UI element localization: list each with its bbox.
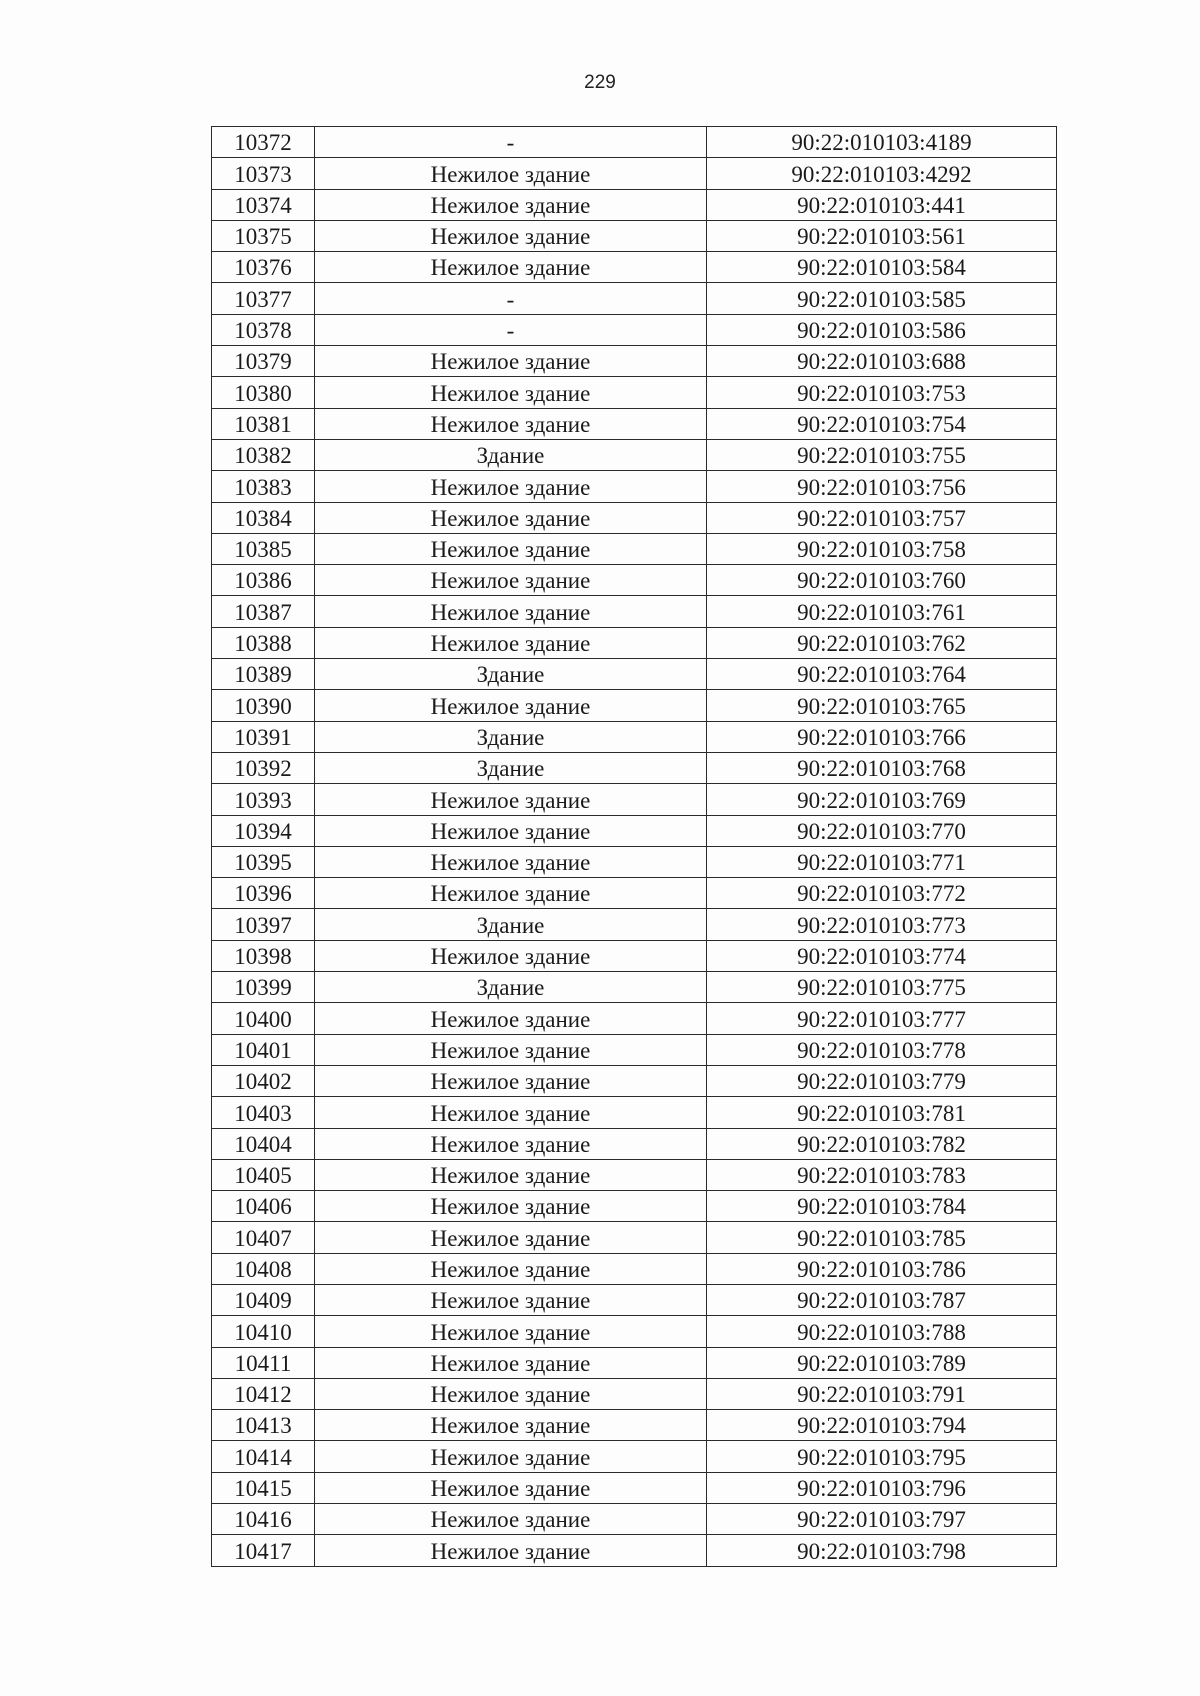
cadastral-number-cell: 90:22:010103:777 bbox=[707, 1003, 1057, 1034]
object-name-cell: Нежилое здание bbox=[315, 565, 707, 596]
object-name-cell: Нежилое здание bbox=[315, 1128, 707, 1159]
table-row bbox=[212, 1191, 1057, 1222]
row-number-cell: 10398 bbox=[212, 940, 315, 971]
row-number-cell: 10389 bbox=[212, 659, 315, 690]
object-name-cell: Нежилое здание bbox=[315, 846, 707, 877]
cadastral-number-cell: 90:22:010103:754 bbox=[707, 408, 1057, 439]
property-table bbox=[211, 126, 1057, 1567]
row-number-cell: 10384 bbox=[212, 502, 315, 533]
object-name-cell: Нежилое здание bbox=[315, 377, 707, 408]
cadastral-number-cell: 90:22:010103:774 bbox=[707, 940, 1057, 971]
object-name-cell: Нежилое здание bbox=[315, 596, 707, 627]
row-number-cell: 10408 bbox=[212, 1253, 315, 1284]
object-name-cell: Нежилое здание bbox=[315, 158, 707, 189]
row-number-cell: 10403 bbox=[212, 1097, 315, 1128]
object-name-cell: Нежилое здание bbox=[315, 1441, 707, 1472]
table-row bbox=[212, 377, 1057, 408]
cadastral-number-cell: 90:22:010103:561 bbox=[707, 220, 1057, 251]
object-name-cell: Здание bbox=[315, 909, 707, 940]
table-row bbox=[212, 690, 1057, 721]
cadastral-number-cell: 90:22:010103:584 bbox=[707, 252, 1057, 283]
table-row bbox=[212, 471, 1057, 502]
object-name-cell: Нежилое здание bbox=[315, 1284, 707, 1315]
cadastral-number-cell: 90:22:010103:756 bbox=[707, 471, 1057, 502]
cadastral-number-cell: 90:22:010103:794 bbox=[707, 1410, 1057, 1441]
cadastral-number-cell: 90:22:010103:760 bbox=[707, 565, 1057, 596]
cadastral-number-cell: 90:22:010103:775 bbox=[707, 972, 1057, 1003]
row-number-cell: 10387 bbox=[212, 596, 315, 627]
row-number-cell: 10376 bbox=[212, 252, 315, 283]
table-body bbox=[212, 127, 1057, 1567]
object-name-cell: Нежилое здание bbox=[315, 1097, 707, 1128]
row-number-cell: 10377 bbox=[212, 283, 315, 314]
object-name-cell: Нежилое здание bbox=[315, 1003, 707, 1034]
cadastral-number-cell: 90:22:010103:773 bbox=[707, 909, 1057, 940]
row-number-cell: 10414 bbox=[212, 1441, 315, 1472]
table-row bbox=[212, 1253, 1057, 1284]
object-name-cell: Нежилое здание bbox=[315, 1253, 707, 1284]
row-number-cell: 10385 bbox=[212, 533, 315, 564]
table-row bbox=[212, 878, 1057, 909]
object-name-cell: Нежилое здание bbox=[315, 1034, 707, 1065]
row-number-cell: 10395 bbox=[212, 846, 315, 877]
row-number-cell: 10396 bbox=[212, 878, 315, 909]
object-name-cell: Нежилое здание bbox=[315, 1378, 707, 1409]
table-row bbox=[212, 721, 1057, 752]
row-number-cell: 10380 bbox=[212, 377, 315, 408]
cadastral-number-cell: 90:22:010103:758 bbox=[707, 533, 1057, 564]
object-name-cell: Нежилое здание bbox=[315, 1159, 707, 1190]
cadastral-number-cell: 90:22:010103:796 bbox=[707, 1472, 1057, 1503]
table-row bbox=[212, 627, 1057, 658]
object-name-cell: Нежилое здание bbox=[315, 627, 707, 658]
table-row bbox=[212, 596, 1057, 627]
row-number-cell: 10417 bbox=[212, 1535, 315, 1566]
row-number-cell: 10411 bbox=[212, 1347, 315, 1378]
object-name-cell: - bbox=[315, 283, 707, 314]
table-row bbox=[212, 408, 1057, 439]
object-name-cell: Нежилое здание bbox=[315, 408, 707, 439]
table-row bbox=[212, 346, 1057, 377]
cadastral-number-cell: 90:22:010103:441 bbox=[707, 189, 1057, 220]
table-row bbox=[212, 909, 1057, 940]
table-row bbox=[212, 752, 1057, 783]
table-row bbox=[212, 158, 1057, 189]
table-row bbox=[212, 1097, 1057, 1128]
row-number-cell: 10397 bbox=[212, 909, 315, 940]
cadastral-number-cell: 90:22:010103:784 bbox=[707, 1191, 1057, 1222]
object-name-cell: Нежилое здание bbox=[315, 784, 707, 815]
row-number-cell: 10410 bbox=[212, 1316, 315, 1347]
cadastral-number-cell: 90:22:010103:786 bbox=[707, 1253, 1057, 1284]
cadastral-number-cell: 90:22:010103:771 bbox=[707, 846, 1057, 877]
row-number-cell: 10416 bbox=[212, 1504, 315, 1535]
cadastral-number-cell: 90:22:010103:755 bbox=[707, 439, 1057, 470]
cadastral-number-cell: 90:22:010103:766 bbox=[707, 721, 1057, 752]
object-name-cell: Нежилое здание bbox=[315, 189, 707, 220]
row-number-cell: 10405 bbox=[212, 1159, 315, 1190]
cadastral-number-cell: 90:22:010103:788 bbox=[707, 1316, 1057, 1347]
row-number-cell: 10412 bbox=[212, 1378, 315, 1409]
row-number-cell: 10399 bbox=[212, 972, 315, 1003]
object-name-cell: Нежилое здание bbox=[315, 1472, 707, 1503]
row-number-cell: 10400 bbox=[212, 1003, 315, 1034]
row-number-cell: 10372 bbox=[212, 127, 315, 158]
object-name-cell: Здание bbox=[315, 972, 707, 1003]
cadastral-number-cell: 90:22:010103:789 bbox=[707, 1347, 1057, 1378]
cadastral-number-cell: 90:22:010103:688 bbox=[707, 346, 1057, 377]
table-row bbox=[212, 565, 1057, 596]
table-row bbox=[212, 252, 1057, 283]
cadastral-number-cell: 90:22:010103:797 bbox=[707, 1504, 1057, 1535]
object-name-cell: Нежилое здание bbox=[315, 940, 707, 971]
table-row bbox=[212, 189, 1057, 220]
cadastral-number-cell: 90:22:010103:783 bbox=[707, 1159, 1057, 1190]
object-name-cell: Нежилое здание bbox=[315, 878, 707, 909]
property-table-container bbox=[211, 126, 1056, 1567]
table-row bbox=[212, 940, 1057, 971]
object-name-cell: Нежилое здание bbox=[315, 1222, 707, 1253]
row-number-cell: 10388 bbox=[212, 627, 315, 658]
row-number-cell: 10401 bbox=[212, 1034, 315, 1065]
table-row bbox=[212, 1535, 1057, 1566]
table-row bbox=[212, 1378, 1057, 1409]
cadastral-number-cell: 90:22:010103:769 bbox=[707, 784, 1057, 815]
object-name-cell: Нежилое здание bbox=[315, 220, 707, 251]
table-row bbox=[212, 1316, 1057, 1347]
row-number-cell: 10415 bbox=[212, 1472, 315, 1503]
table-row bbox=[212, 815, 1057, 846]
object-name-cell: Нежилое здание bbox=[315, 346, 707, 377]
table-row bbox=[212, 1034, 1057, 1065]
table-row bbox=[212, 1128, 1057, 1159]
table-row bbox=[212, 1441, 1057, 1472]
object-name-cell: Нежилое здание bbox=[315, 1316, 707, 1347]
object-name-cell: Нежилое здание bbox=[315, 471, 707, 502]
cadastral-number-cell: 90:22:010103:753 bbox=[707, 377, 1057, 408]
cadastral-number-cell: 90:22:010103:757 bbox=[707, 502, 1057, 533]
table-row bbox=[212, 972, 1057, 1003]
table-row bbox=[212, 502, 1057, 533]
cadastral-number-cell: 90:22:010103:586 bbox=[707, 314, 1057, 345]
object-name-cell: Здание bbox=[315, 659, 707, 690]
row-number-cell: 10383 bbox=[212, 471, 315, 502]
table-row bbox=[212, 1159, 1057, 1190]
table-row bbox=[212, 533, 1057, 564]
cadastral-number-cell: 90:22:010103:4292 bbox=[707, 158, 1057, 189]
cadastral-number-cell: 90:22:010103:782 bbox=[707, 1128, 1057, 1159]
object-name-cell: Нежилое здание bbox=[315, 1535, 707, 1566]
cadastral-number-cell: 90:22:010103:791 bbox=[707, 1378, 1057, 1409]
cadastral-number-cell: 90:22:010103:798 bbox=[707, 1535, 1057, 1566]
cadastral-number-cell: 90:22:010103:762 bbox=[707, 627, 1057, 658]
object-name-cell: Нежилое здание bbox=[315, 533, 707, 564]
cadastral-number-cell: 90:22:010103:768 bbox=[707, 752, 1057, 783]
table-row bbox=[212, 1003, 1057, 1034]
row-number-cell: 10404 bbox=[212, 1128, 315, 1159]
row-number-cell: 10379 bbox=[212, 346, 315, 377]
object-name-cell: Нежилое здание bbox=[315, 1191, 707, 1222]
row-number-cell: 10373 bbox=[212, 158, 315, 189]
cadastral-number-cell: 90:22:010103:764 bbox=[707, 659, 1057, 690]
table-row bbox=[212, 127, 1057, 158]
cadastral-number-cell: 90:22:010103:778 bbox=[707, 1034, 1057, 1065]
row-number-cell: 10375 bbox=[212, 220, 315, 251]
row-number-cell: 10374 bbox=[212, 189, 315, 220]
table-row bbox=[212, 659, 1057, 690]
row-number-cell: 10381 bbox=[212, 408, 315, 439]
row-number-cell: 10393 bbox=[212, 784, 315, 815]
object-name-cell: Нежилое здание bbox=[315, 1065, 707, 1096]
object-name-cell: Здание bbox=[315, 439, 707, 470]
row-number-cell: 10391 bbox=[212, 721, 315, 752]
object-name-cell: Нежилое здание bbox=[315, 502, 707, 533]
cadastral-number-cell: 90:22:010103:761 bbox=[707, 596, 1057, 627]
row-number-cell: 10390 bbox=[212, 690, 315, 721]
row-number-cell: 10392 bbox=[212, 752, 315, 783]
cadastral-number-cell: 90:22:010103:4189 bbox=[707, 127, 1057, 158]
object-name-cell: Здание bbox=[315, 721, 707, 752]
row-number-cell: 10382 bbox=[212, 439, 315, 470]
object-name-cell: Нежилое здание bbox=[315, 815, 707, 846]
table-row bbox=[212, 439, 1057, 470]
table-row bbox=[212, 1284, 1057, 1315]
table-row bbox=[212, 1410, 1057, 1441]
cadastral-number-cell: 90:22:010103:585 bbox=[707, 283, 1057, 314]
object-name-cell: Нежилое здание bbox=[315, 1347, 707, 1378]
table-row bbox=[212, 283, 1057, 314]
row-number-cell: 10402 bbox=[212, 1065, 315, 1096]
page-number: 229 bbox=[584, 72, 616, 93]
table-row bbox=[212, 1065, 1057, 1096]
row-number-cell: 10386 bbox=[212, 565, 315, 596]
cadastral-number-cell: 90:22:010103:772 bbox=[707, 878, 1057, 909]
table-row bbox=[212, 220, 1057, 251]
object-name-cell: - bbox=[315, 314, 707, 345]
cadastral-number-cell: 90:22:010103:785 bbox=[707, 1222, 1057, 1253]
table-row bbox=[212, 1504, 1057, 1535]
row-number-cell: 10409 bbox=[212, 1284, 315, 1315]
row-number-cell: 10413 bbox=[212, 1410, 315, 1441]
cadastral-number-cell: 90:22:010103:795 bbox=[707, 1441, 1057, 1472]
row-number-cell: 10407 bbox=[212, 1222, 315, 1253]
object-name-cell: Нежилое здание bbox=[315, 1504, 707, 1535]
table-row bbox=[212, 846, 1057, 877]
table-row bbox=[212, 1472, 1057, 1503]
cadastral-number-cell: 90:22:010103:787 bbox=[707, 1284, 1057, 1315]
table-row bbox=[212, 1222, 1057, 1253]
cadastral-number-cell: 90:22:010103:779 bbox=[707, 1065, 1057, 1096]
object-name-cell: Здание bbox=[315, 752, 707, 783]
table-row bbox=[212, 1347, 1057, 1378]
cadastral-number-cell: 90:22:010103:770 bbox=[707, 815, 1057, 846]
cadastral-number-cell: 90:22:010103:765 bbox=[707, 690, 1057, 721]
cadastral-number-cell: 90:22:010103:781 bbox=[707, 1097, 1057, 1128]
object-name-cell: Нежилое здание bbox=[315, 252, 707, 283]
table-row bbox=[212, 784, 1057, 815]
row-number-cell: 10406 bbox=[212, 1191, 315, 1222]
row-number-cell: 10394 bbox=[212, 815, 315, 846]
object-name-cell: Нежилое здание bbox=[315, 1410, 707, 1441]
table-row bbox=[212, 314, 1057, 345]
row-number-cell: 10378 bbox=[212, 314, 315, 345]
object-name-cell: - bbox=[315, 127, 707, 158]
object-name-cell: Нежилое здание bbox=[315, 690, 707, 721]
